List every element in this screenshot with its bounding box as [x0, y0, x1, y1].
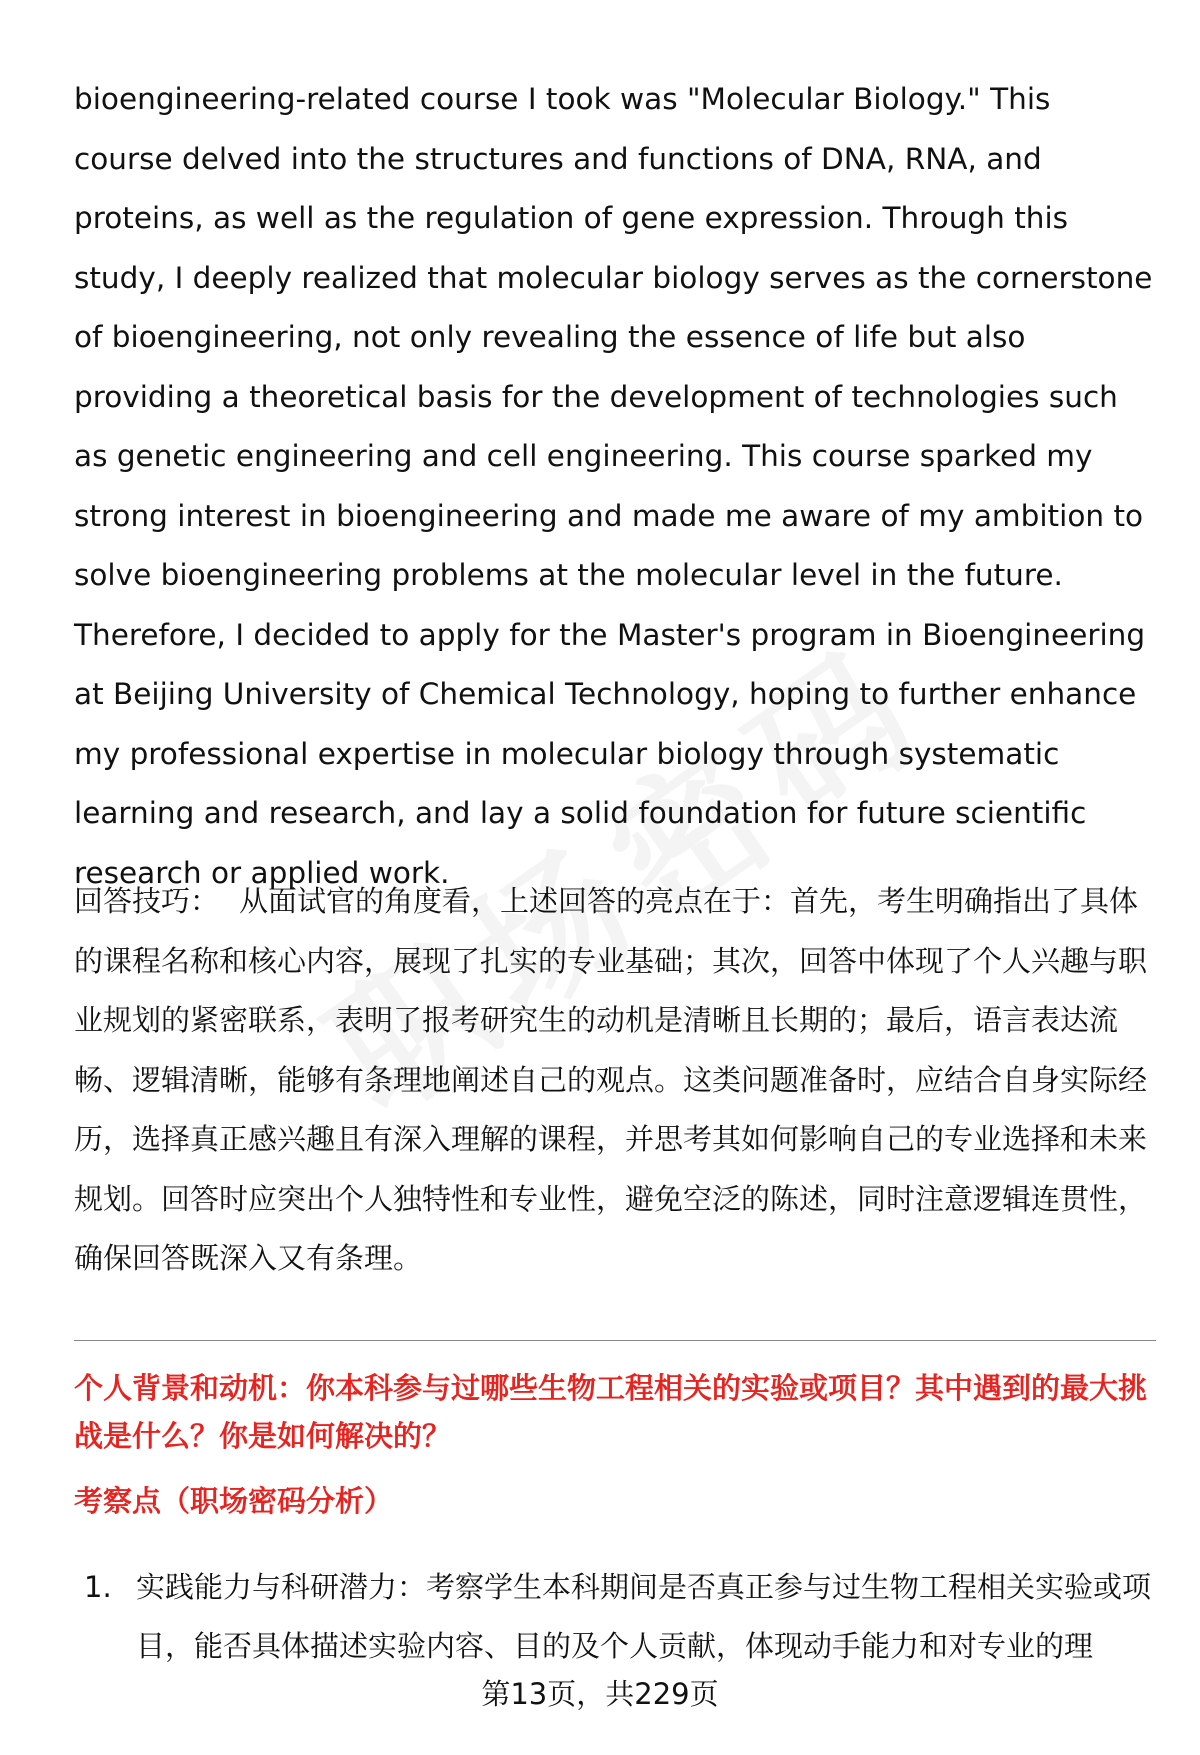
tips-paragraph — [74, 872, 1154, 1289]
assessment-heading: 考察点（职场密码分析） — [74, 1484, 394, 1518]
list-item-number: 1. — [84, 1570, 112, 1604]
page-number-footer: 第13页，共229页 — [481, 1677, 719, 1711]
tips-text: 从面试官的角度看，上述回答的亮点在于：首先，考生明确指出了具体的课程名称和核心内容，展现了扎实的专业基础；其次，回答中体现了个人兴趣与职业规划的紧密联系，表明了报考研究生的动机是清晰且长期的；最后，语言表达流畅、逻辑清晰，能够有条理地阐述自己的观点。这类问题准备时，应结合自身实际经历，选择真正感兴趣且有深入理解的课程，并思考其如何影响自己的专业选择和未来规划。回答时应突出个人独特性和专业性，避免空泛的陈述，同时注意逻辑连贯性，确保回答既深入又有条理。 — [74, 884, 1148, 1275]
intro-paragraph: bioengineering-related course I took was "Molecular Biology." This course delved into the structures and functions of DNA, RNA, and proteins, as well as the regulation of gene expression. Through this study, I deeply realized that molecular biology serves as the cornerstone of bioengineering, not only revealing the essence of life but also providing a theoretical basis for the development of technologies such as genetic engineering and cell engineering. This course sparked my strong interest in bioengineering and made me aware of my ambition to solve bioengineering problems at the molecular level in the future. Therefore, I decided to apply for the Master's program in Bioengineering at Beijing University of Chemical Technology, hoping to further enhance my professional expertise in molecular biology through systematic learning and research, and lay a solid foundation for future scientific research or applied work. — [74, 82, 1153, 890]
list-item-text: 实践能力与科研潜力：考察学生本科期间是否真正参与过生物工程相关实验或项目，能否具体描述实验内容、目的及个人贡献，体现动手能力和对专业的理 — [136, 1570, 1152, 1663]
question-heading: 个人背景和动机：你本科参与过哪些生物工程相关的实验或项目？其中遇到的最大挑战是什么？你是如何解决的？ — [74, 1371, 1148, 1453]
section-divider — [74, 1340, 1156, 1341]
assessment-list — [74, 1558, 1160, 1676]
list-item — [74, 1558, 1160, 1676]
tips-label: 回答技巧： — [74, 884, 220, 918]
